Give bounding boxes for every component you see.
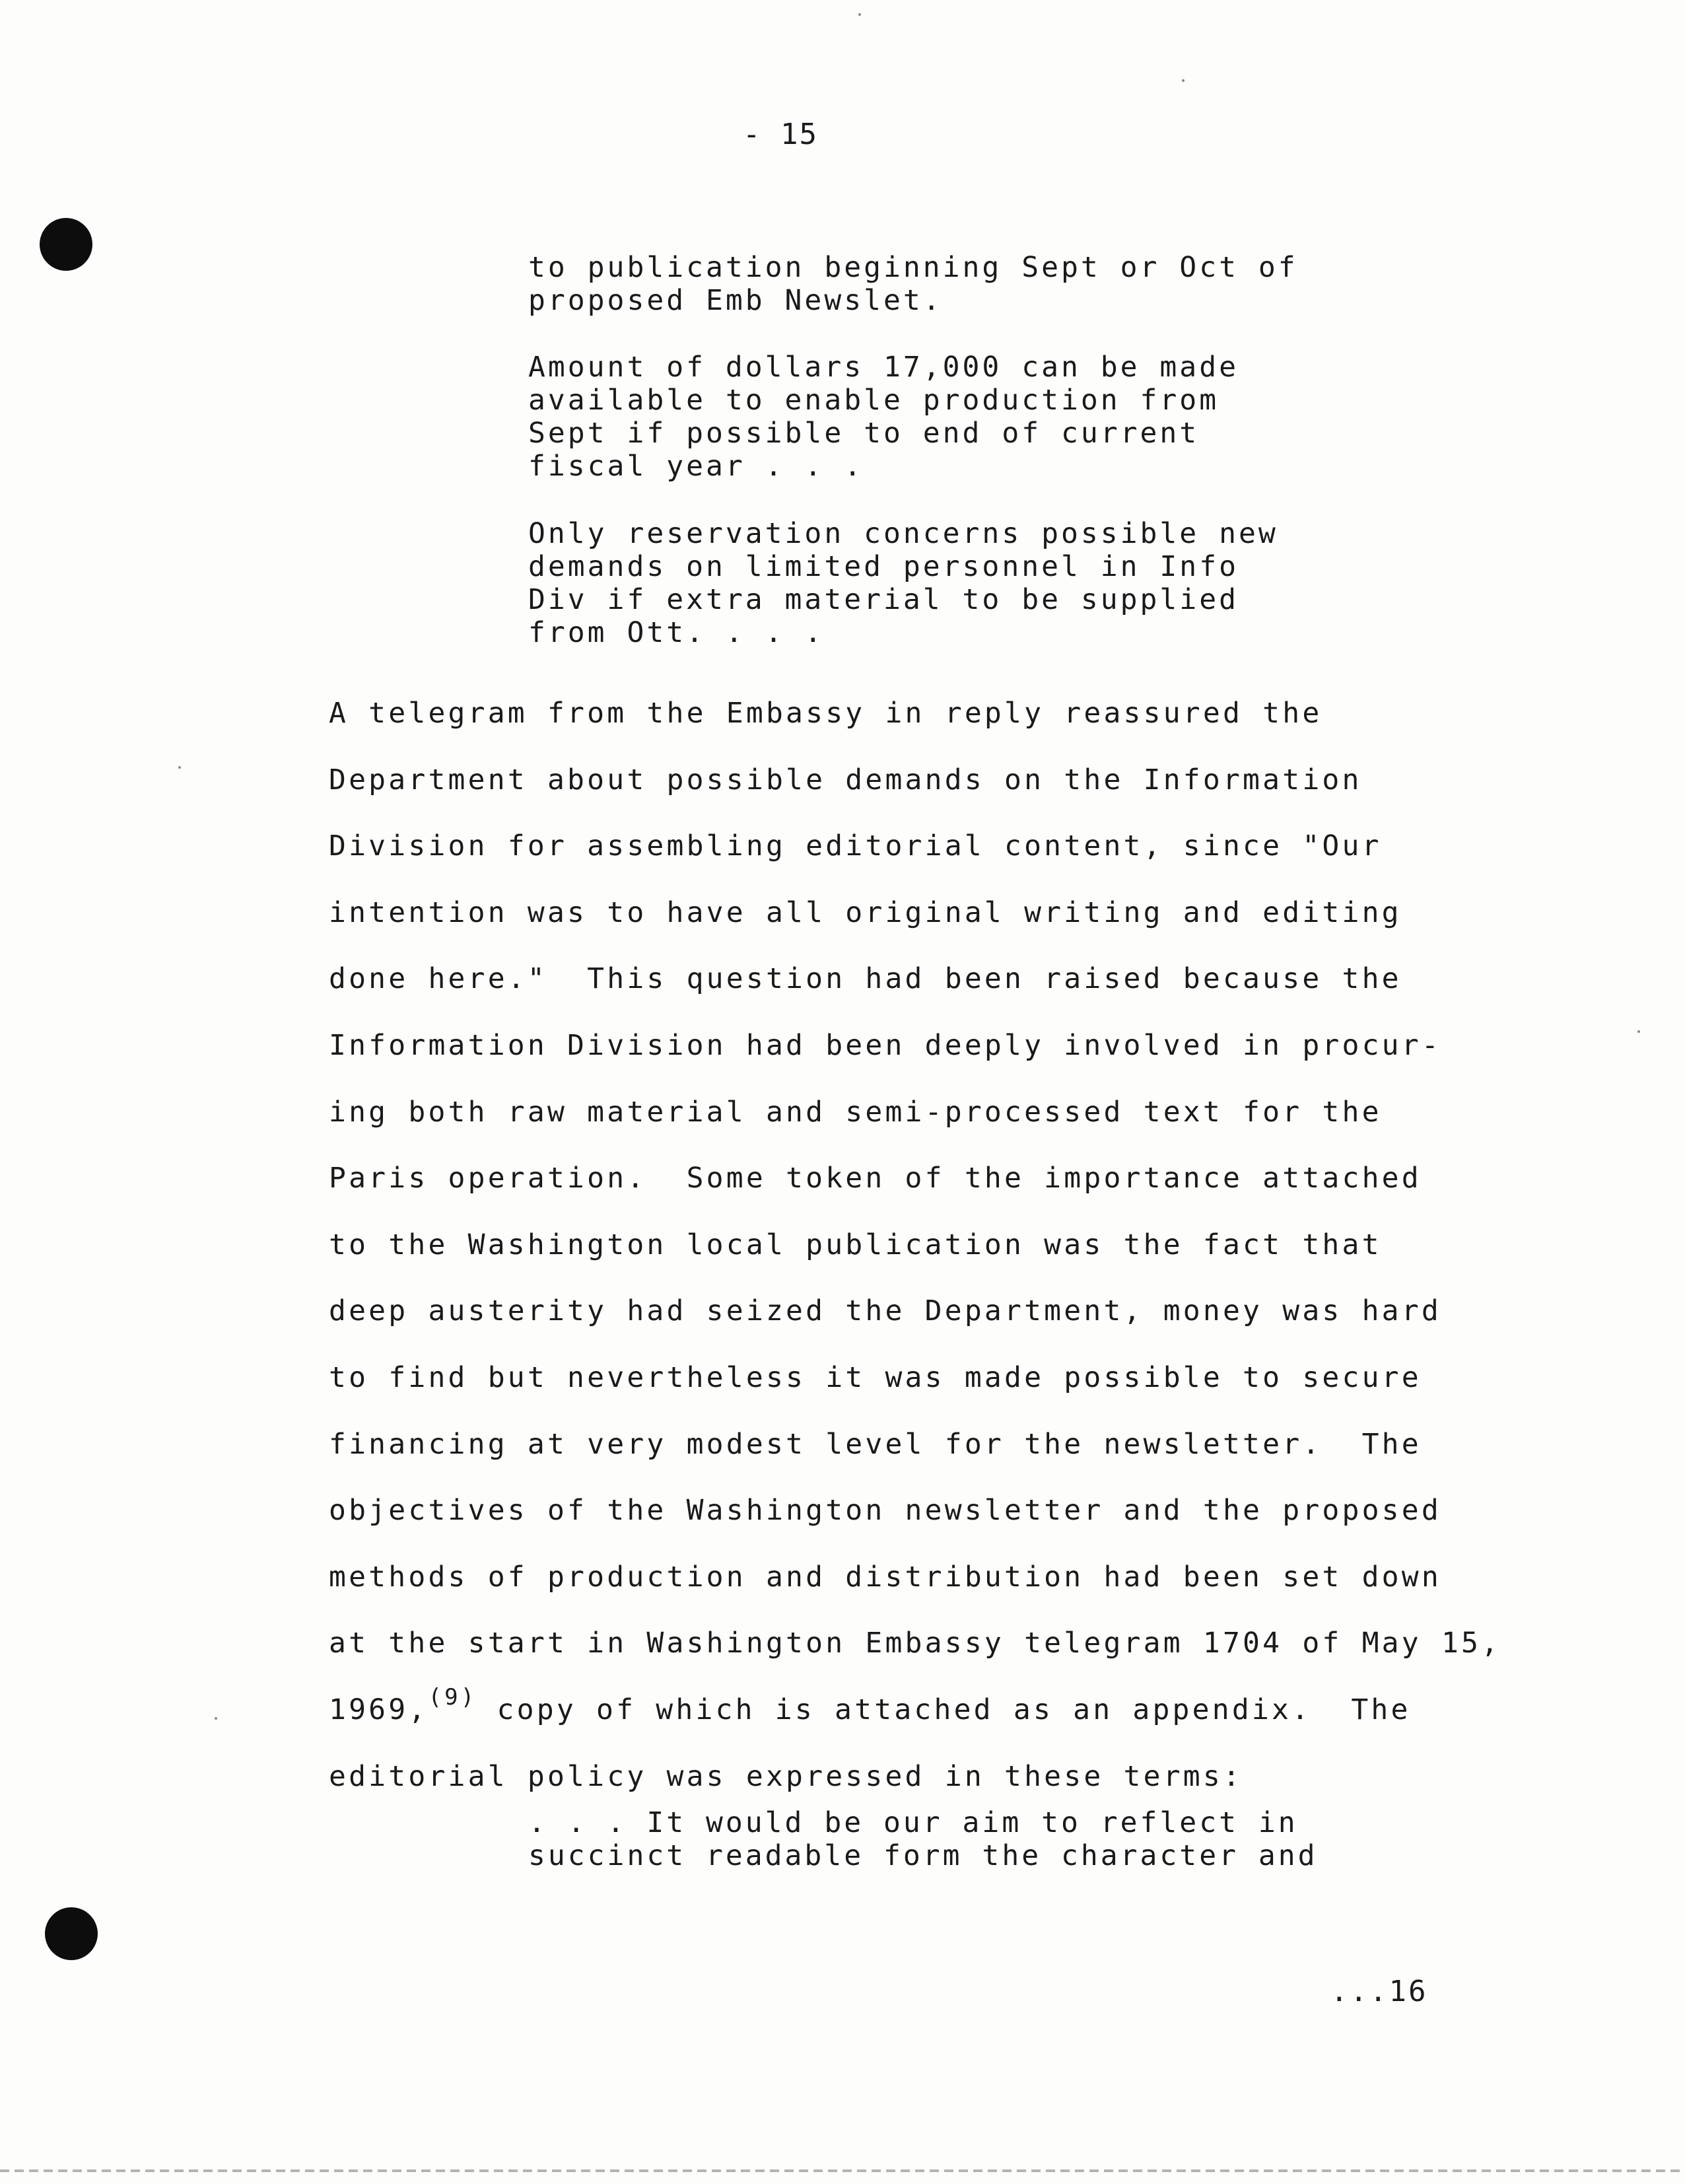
body-line: to find but nevertheless it was made possible to secure <box>329 1360 1422 1394</box>
quote-paragraph-1 <box>528 251 1298 317</box>
body-line: Paris operation. Some token of the importance attached <box>329 1162 1422 1195</box>
quote-line: Div if extra material to be supplied <box>528 583 1239 616</box>
body-line: ing both raw material and semi-processed text for the <box>329 1095 1382 1129</box>
body-line: Department about possible demands on the Information <box>329 763 1362 796</box>
footnote-marker: (9) <box>428 1683 477 1710</box>
page-number: - 15 <box>743 118 818 151</box>
punch-hole-top <box>40 218 92 271</box>
continuation-marker: ...16 <box>1330 1975 1428 2008</box>
body-line: objectives of the Washington newsletter and the proposed <box>329 1494 1441 1528</box>
quote-paragraph-3 <box>528 517 1278 649</box>
body-line: A telegram from the Embassy in reply reassured the <box>329 697 1323 730</box>
scan-edge-artifact <box>0 2169 1685 2172</box>
body-text-segment: copy of which is attached as an appendix. The <box>477 1693 1411 1726</box>
body-line: methods of production and distribution had been set down <box>329 1560 1441 1594</box>
quote-line: . . . It would be our aim to reflect in <box>528 1806 1298 1839</box>
body-line: deep austerity had seized the Department, money was hard <box>329 1294 1441 1328</box>
quote-line: proposed Emb Newslet. <box>528 284 943 317</box>
quote-line: to publication beginning Sept or Oct of <box>528 251 1298 284</box>
scan-speck <box>178 766 181 769</box>
quote-line: fiscal year . . . <box>528 450 864 483</box>
quote-paragraph-4 <box>528 1806 1318 1872</box>
body-line: at the start in Washington Embassy telegram 1704 of May 15, <box>329 1627 1501 1660</box>
quote-paragraph-2 <box>528 351 1239 483</box>
quote-line: from Ott. . . . <box>528 616 825 649</box>
body-line: editorial policy was expressed in these terms: <box>329 1759 1243 1793</box>
quote-line: demands on limited personnel in Info <box>528 550 1239 583</box>
quote-line: available to enable production from <box>528 384 1220 417</box>
body-line: intention was to have all original writing and editing <box>329 896 1402 929</box>
quote-line: Sept if possible to end of current <box>528 417 1200 450</box>
body-line: to the Washington local publication was the fact that <box>329 1228 1382 1261</box>
body-line: financing at very modest level for the newsletter. The <box>329 1427 1422 1461</box>
punch-hole-bottom <box>45 1907 98 1960</box>
scan-speck <box>1637 1030 1640 1033</box>
quote-line: succinct readable form the character and <box>528 1839 1318 1872</box>
scan-speck <box>858 13 861 16</box>
quote-line: Amount of dollars 17,000 can be made <box>528 351 1239 384</box>
body-paragraph <box>329 680 1501 1810</box>
body-line-with-footnote <box>329 1677 1501 1744</box>
quote-line: Only reservation concerns possible new <box>528 517 1278 550</box>
scan-speck <box>215 1717 217 1720</box>
scan-speck <box>1182 79 1185 82</box>
body-line: done here." This question had been raised because the <box>329 962 1402 996</box>
body-line: Information Division had been deeply involved in procur- <box>329 1028 1441 1062</box>
body-line: Division for assembling editorial content, since "Our <box>329 829 1382 863</box>
body-text-segment: 1969, <box>329 1693 429 1726</box>
